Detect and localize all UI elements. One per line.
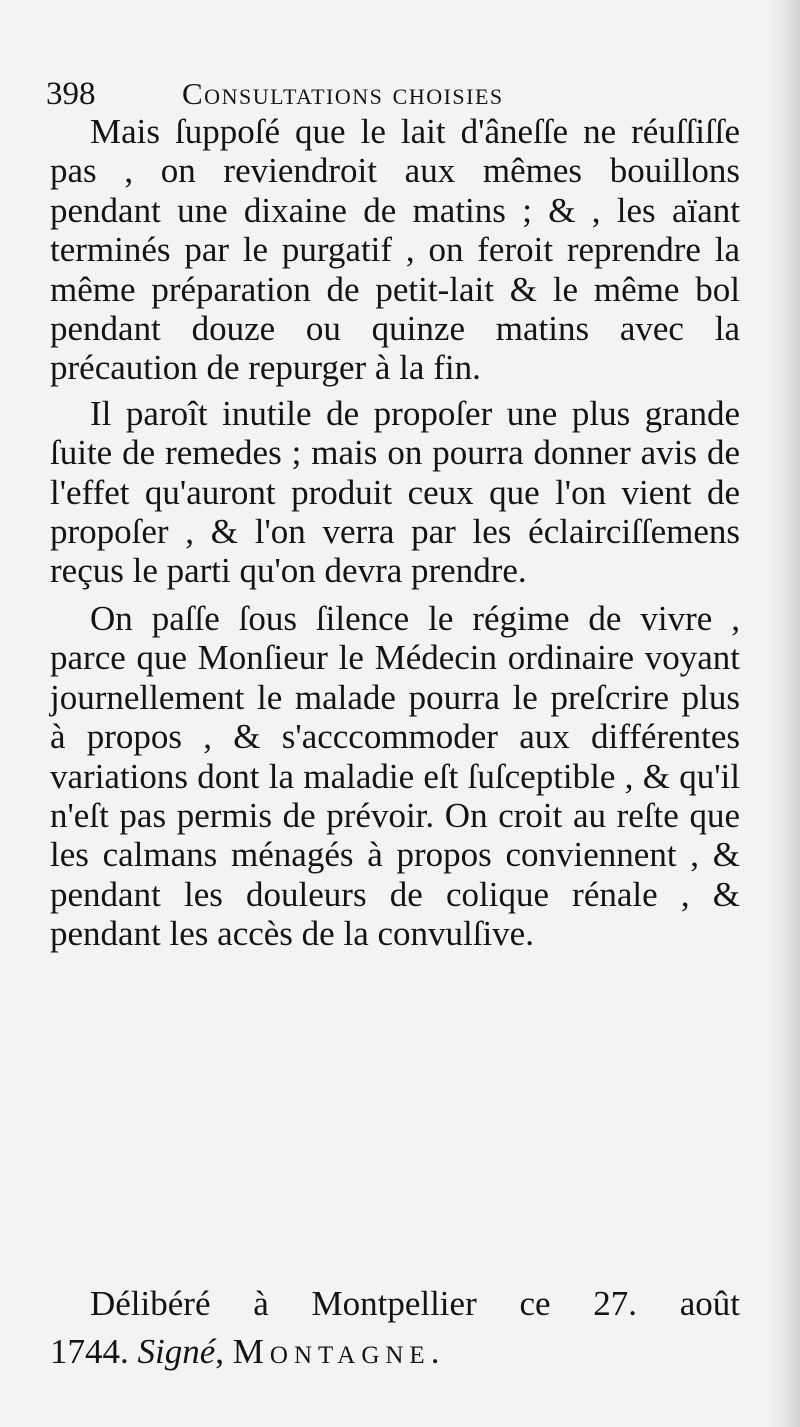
page-header [46, 70, 746, 118]
signoff [50, 1280, 740, 1376]
paragraph-1: Mais ſuppoſé que le lait d'âneſſe ne réuſſiſſe pas , on reviendroit aux mêmes bouillons pendant une dixaine de matins ; & , les aïant terminés par le purgatif , on feroit reprendre la même préparation de petit-lait & le même bol pendant douze ou quinze matins avec la précaution de repurger à la fin. [50, 112, 740, 388]
signature-line [50, 1328, 740, 1376]
deliberation-line: Délibéré à Montpellier ce 27. août [90, 1284, 740, 1323]
signoff-year: 1744. [50, 1332, 129, 1371]
paragraph-3: On paſſe ſous ſilence le régime de vivre , parce que Monſieur le Médecin ordinaire voyant journellement le malade pourra le preſcrire plus à propos , & s'acccommoder aux différentes variations dont la maladie eſt ſuſceptible , & qu'il n'eſt pas permis de prévoir. On croit au reſte que les calmans ménagés à propos conviennent , & pendant les douleurs de colique rénale , & pendant les accès de la convulſive. [50, 598, 740, 954]
page-edge-shadow [766, 0, 800, 1427]
signed-label: Signé [137, 1332, 216, 1371]
signer-name: Montagne. [232, 1332, 446, 1371]
page-number: 398 [46, 76, 96, 112]
body-text [50, 112, 740, 954]
signoff-separator: , [215, 1332, 225, 1371]
paragraph-2: Il paroît inutile de propoſer une plus grande ſuite de remedes ; mais on pourra donner avis de l'effet qu'auront produit ceux que l'on vient de propoſer , & l'on verra par les éclairciſſemens reçus le parti qu'on devra prendre. [50, 393, 740, 591]
running-head: Consultations choisies [182, 76, 504, 111]
